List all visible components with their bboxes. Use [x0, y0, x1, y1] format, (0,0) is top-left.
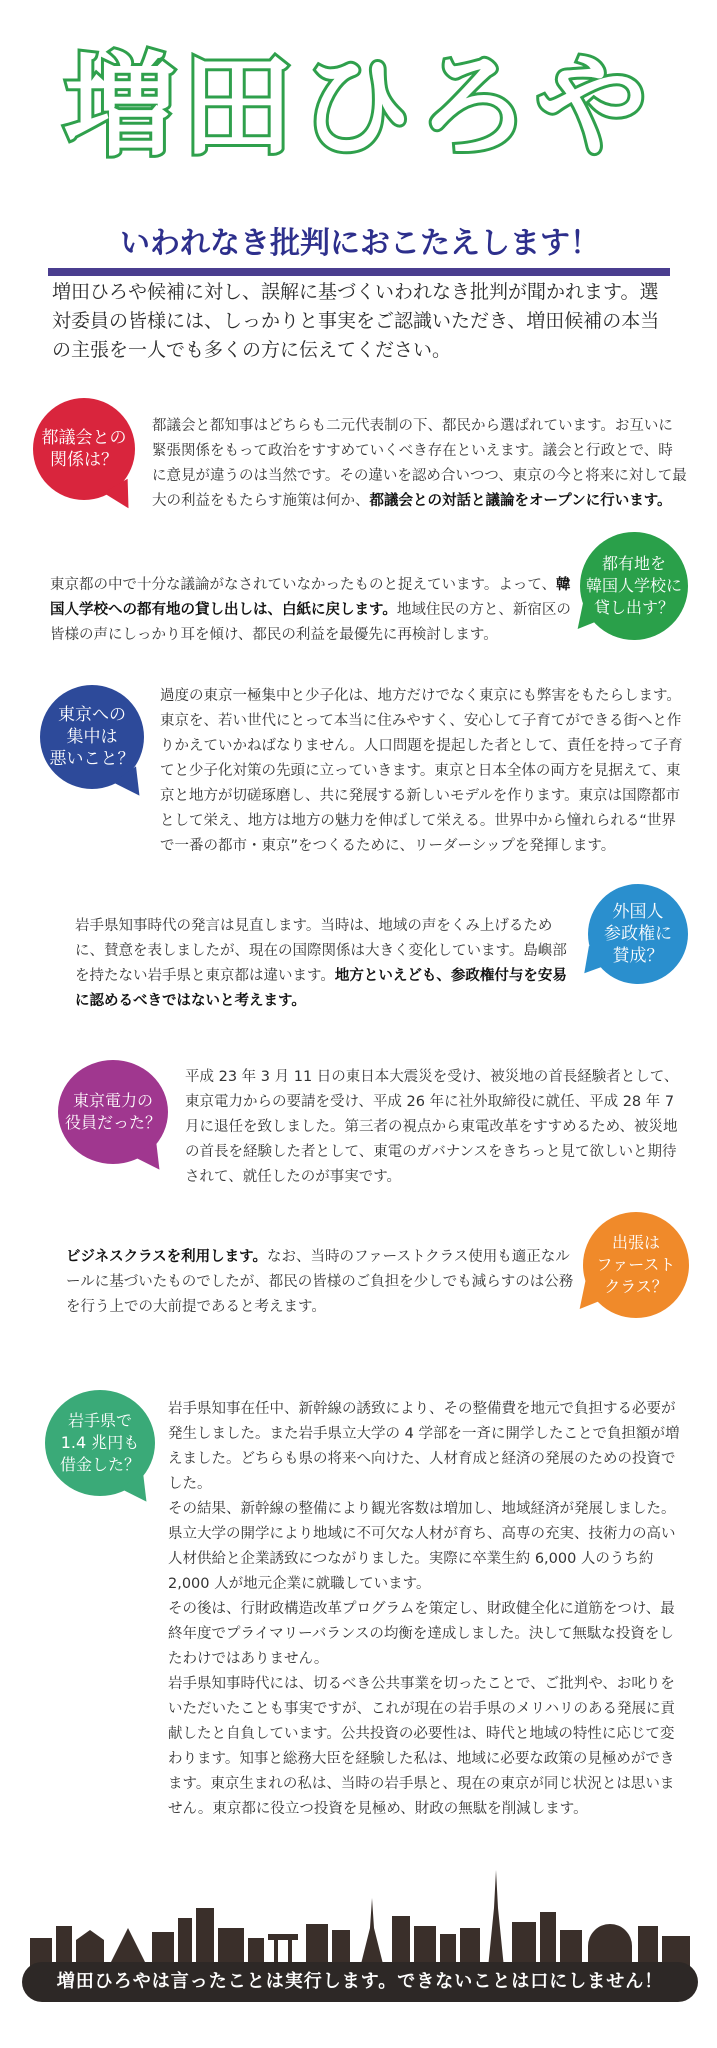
subtitle-underline [48, 268, 670, 276]
answer-text-4: 岩手県知事時代の発言は見直します。当時は、地域の声をくみ上げるために、賛意を表しましたが、現在の国際関係は大きく変化しています。島嶼部を持たない岩手県と東京都は違います。地方といえども、参政権付与を安易に認めるべきではないと考えます。 [75, 918, 567, 1009]
city-skyline-illustration [30, 1868, 690, 1968]
answer-text-3: 過度の東京一極集中と少子化は、地方だけでなく東京にも弊害をもたらします。東京を、若い世代にとって本当に住みやすく、安心して子育てができる街へと作りかえていかねばなりません。人口問題を提起した者として、責任を持って子育てと少子化対策の先頭に立っていきます。東京と日本全体の両方を見据えて、東京と地方が切磋琢磨し、共に発展する新しいモデルを作ります。東京は国際都市として栄え、地方は地方の魅力を伸ばして栄える。世界中から憧れられる“世界で一番の都市・東京”をつくるために、リーダーシップを発揮します。 [160, 688, 683, 854]
page-title: 増田ひろや [63, 42, 654, 172]
question-text-2: 都有地を 韓国人学校に 貸し出す？ [585, 554, 682, 617]
skyline-buildings [30, 1870, 690, 1968]
question-text-3: 東京への 集中は 悪いこと？ [49, 705, 135, 769]
answer-text-6: ビジネスクラスを利用します。なお、当時のファーストクラス使用も適正なルールに基づいたものでしたが、都民の皆様のご負担を少しでも減らすのは公務を行う上での大前提であると考えます。 [66, 1249, 574, 1315]
footer-banner: 増田ひろやは言ったことは実行します。できないことは口にしません！ [22, 1962, 698, 2002]
subtitle: いわれなき批判におこたえします！ [120, 226, 600, 261]
question-text-4: 外国人 参政権に 賛成？ [604, 902, 672, 966]
question-text-5: 東京電力の 役員だった？ [64, 1091, 161, 1132]
answer-text-1: 都議会と都知事はどちらも二元代表制の下、都民から選ばれています。お互いに緊張関係をもって政治をすすめていくべき存在といえます。議会と行政とで、時に意見が違うのは当然です。その違いを認め合いつつ、東京の今と将来に対して最大の利益をもたらす施策は何か、都議会との対話と議論をオープンに行います。 [152, 418, 687, 509]
answer-text-5: 平成 23 年 3 月 11 日の東日本大震災を受け、被災地の首長経験者として、東京電力からの要請を受け、平成 26 年に社外取締役に就任、平成 28 年 7 月に退任を致しました。第三者の視点から東電改革をすすめるため、被災地の首長を経験した者として、東電のガバナンスをきちっと見て欲しいと期待されて、就任したのが事実です。 [185, 1069, 679, 1185]
question-text-6: 出張は ファースト クラス？ [596, 1233, 676, 1296]
question-text-7: 岩手県で 1.4 兆円も 借金した？ [59, 1411, 140, 1474]
answer-text-2: 東京都の中で十分な議論がなされていなかったものと捉えています。よって、韓国人学校への都有地の貸し出しは、白紙に戻します。地域住民の方と、新宿区の皆様の声にしっかり耳を傾け、都民の利益を最優先に再検討します。 [50, 577, 571, 643]
answer-text-7: 岩手県知事在任中、新幹線の誘致により、その整備費を地元で負担する必要が発生しました。また岩手県立大学の 4 学部を一斉に開学したことで負担額が増えました。どちらも県の将来へ向けた、人材育成と経済の発展のための投資でした。 その結果、新幹線の整備により観光客数は増加し、地域経済が発展しました。県立大学の開学により地域に不可欠な人材が育ち、高専の充実、技術力の高い人材供給と企業誘致につながりました。実際に卒業生約 6,000 人のうち約 2,000 人が地元企業に就職しています。 その後は、行財政構造改革プログラムを策定し、財政健全化に道筋をつけ、最終年度でプライマリーバランスの均衡を達成しました。決して無駄な投資をしたわけではありません。 岩手県知事時代には、切るべき公共事業を切ったことで、ご批判や、お叱りをいただいたことも事実ですが、これが現在の岩手県のメリハリのある発展に貢献したと自負しています。公共投資の必要性は、時代と地域の特性に応じて変わります。知事と総務大臣を経験した私は、地域に必要な政策の見極めができます。東京生まれの私は、当時の岩手県と、現在の東京が同じ状況とは思いません。東京都に役立つ投資を見極め、財政の無駄を削減します。 [168, 1401, 680, 1817]
intro-text: 増田ひろや候補に対し、誤解に基づくいわれなき批判が聞かれます。選対委員の皆様には、しっかりと事実をご認識いただき、増田候補の本当の主張を一人でも多くの方に伝えてください。 [52, 281, 660, 361]
question-text-1: 都議会との 関係は？ [41, 428, 127, 470]
